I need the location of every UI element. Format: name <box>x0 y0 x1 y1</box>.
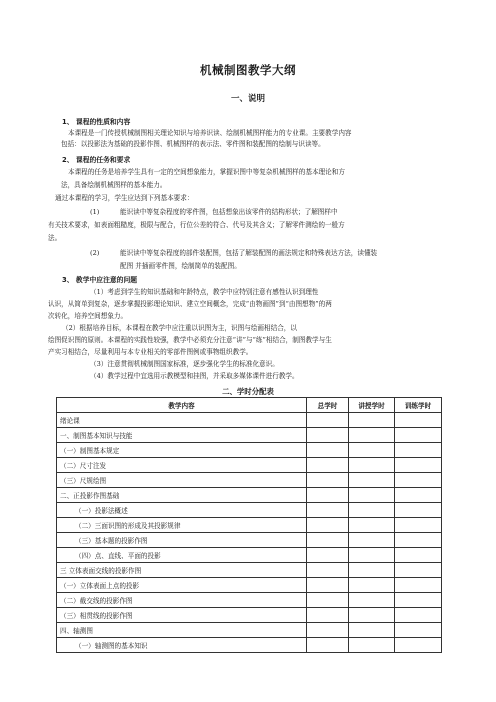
list-number: (1) <box>90 208 100 216</box>
paragraph-line: 法，具备绘制机械图样的基本能力。 <box>61 181 167 189</box>
paragraph-line: 绘图促识图的原则。本课程的实践性较强，教学中必须充分注意“讲”与“练”相结合，制图教学与生 <box>48 336 332 344</box>
table-cell <box>307 413 349 428</box>
paragraph-line: 能识读中等复杂程度的零件图，包括想象出该零件的结构形状；了解图样中 <box>120 208 338 216</box>
table-cell <box>307 638 349 653</box>
table-row <box>57 623 442 638</box>
table-row <box>57 593 442 608</box>
table-cell <box>349 533 395 548</box>
table-cell-content: （二）截交线的投影作图 <box>57 593 307 608</box>
table-cell <box>307 623 349 638</box>
table-cell <box>395 458 442 473</box>
paragraph-line: 本课程是一门传授机械制图相关理论知识与培养识读、绘制机械图样能力的专业课。主要教学内容 <box>68 129 352 137</box>
table-cell <box>307 533 349 548</box>
header-total-hours: 总学时 <box>307 398 349 413</box>
table-cell <box>349 578 395 593</box>
table-cell <box>349 593 395 608</box>
table-cell <box>395 503 442 518</box>
table-cell <box>307 608 349 623</box>
table-cell <box>395 518 442 533</box>
paragraph-line: 通过本课程的学习，学生应达到下列基本要求： <box>55 194 194 202</box>
table-cell <box>349 548 395 563</box>
section-heading-hours: 二、学时分配表 <box>222 387 274 396</box>
table-cell <box>395 548 442 563</box>
paragraph-line: （3）注意贯彻机械制图国家标准，逐步强化学生的标准化意识。 <box>90 360 279 368</box>
paragraph-line: 本课程的任务是培养学生具有一定的空间想象能力，掌握识图中等复杂机械图样的基本理论和方 <box>68 168 345 176</box>
table-cell <box>395 623 442 638</box>
hours-table <box>56 397 442 653</box>
table-cell <box>349 638 395 653</box>
table-cell-content: （一）投影法概述 <box>57 503 307 518</box>
table-cell <box>395 563 442 578</box>
paragraph-line: 配图 并插画零件图，绘制简单的装配图。 <box>120 262 241 270</box>
table-cell <box>395 533 442 548</box>
table-cell-content: 绪论课 <box>57 413 307 428</box>
section-heading-description: 一、说明 <box>230 94 265 104</box>
table-cell <box>307 563 349 578</box>
table-row <box>57 533 442 548</box>
table-cell <box>395 413 442 428</box>
table-cell-content: （一）制图基本规定 <box>57 443 307 458</box>
table-cell <box>349 563 395 578</box>
table-cell-content: （二）三面识图的形成及其投影规律 <box>57 518 307 533</box>
table-row <box>57 473 442 488</box>
table-row <box>57 413 442 428</box>
table-cell <box>307 548 349 563</box>
table-cell-content: 四、轴测图 <box>57 623 307 638</box>
document-title: 机械制图教学大纲 <box>200 63 296 77</box>
table-cell <box>307 518 349 533</box>
table-cell-content: （四）点、直线、平面的投影 <box>57 548 307 563</box>
table-row <box>57 458 442 473</box>
paragraph-line: 认识，从简单到复杂，逐步掌握投影理论知识、建立空间概念，完成“由物画图”到“由图想物”的两 <box>48 300 332 308</box>
table-cell <box>395 428 442 443</box>
table-cell <box>307 428 349 443</box>
paragraph-line: （1）考虑到学生的知识基础和年龄特点，教学中应特别注意有感性认识到理性 <box>90 288 319 296</box>
table-cell <box>395 593 442 608</box>
table-cell <box>395 608 442 623</box>
table-header-row <box>57 398 442 413</box>
table-cell <box>349 458 395 473</box>
table-row <box>57 638 442 653</box>
header-content: 教学内容 <box>57 398 307 413</box>
heading-course-nature: 1、 课程的性质和内容 <box>62 118 131 126</box>
paragraph-line: 有关技术要求，如表面粗糙度，极限与配合，行位公差的符合、代号及其含义；了解零件测绘的一般方 <box>48 221 345 229</box>
table-row <box>57 548 442 563</box>
table-cell <box>349 488 395 503</box>
table-row <box>57 428 442 443</box>
header-lecture-hours: 讲授学时 <box>349 398 395 413</box>
table-cell <box>307 443 349 458</box>
paragraph-line: 能识读中等复杂程度的部件装配图，包括了解装配图的画法规定和特殊表达方法，读懂装 <box>120 249 378 257</box>
table-cell <box>307 503 349 518</box>
table-cell <box>307 458 349 473</box>
table-cell <box>349 473 395 488</box>
paragraph-line: 产实习相结合，尽量利用与本专业相关的零部件图例或事物组织教学。 <box>48 348 253 356</box>
table-cell-content: 一、制图基本知识与技能 <box>57 428 307 443</box>
paragraph-line: （2）根据培养目标，本课程在教学中应注重以识图为主，识图与绘画相结合，以 <box>62 324 297 332</box>
table-row <box>57 578 442 593</box>
table-cell <box>395 473 442 488</box>
table-cell-content: （一）轴测图的基本知识 <box>57 638 307 653</box>
paragraph-line: （4）教学过程中宜选用示教模型和挂图，并采取多媒体课件进行教学。 <box>90 372 299 380</box>
heading-teaching-notes: 3、 教学中应注意的问题 <box>62 276 138 284</box>
table-cell-content: 三 立体表面交线的投影作图 <box>57 563 307 578</box>
paragraph-line: 法。 <box>48 234 62 242</box>
table-cell <box>349 428 395 443</box>
heading-course-task: 2、 课程的任务和要求 <box>62 156 131 164</box>
table-cell <box>307 578 349 593</box>
table-cell-content: 二、正投影作图基础 <box>57 488 307 503</box>
paragraph-line: 次转化，培养空间想象力。 <box>48 312 128 320</box>
table-cell <box>349 503 395 518</box>
table-cell <box>349 518 395 533</box>
table-cell-content: （一）立体表面上点的投影 <box>57 578 307 593</box>
table-row <box>57 443 442 458</box>
header-training-hours: 训练学时 <box>395 398 442 413</box>
table-row <box>57 563 442 578</box>
table-cell-content: （三）尺规绘图 <box>57 473 307 488</box>
table-row <box>57 503 442 518</box>
paragraph-line: 包括：以投影法为基础的投影作图、机械图样的表示法、零件图和装配图的绘制与识读等。 <box>61 140 325 148</box>
table-cell <box>349 608 395 623</box>
table-cell <box>349 413 395 428</box>
table-cell <box>395 578 442 593</box>
table-row <box>57 518 442 533</box>
table-row <box>57 608 442 623</box>
table-cell <box>307 593 349 608</box>
table-cell <box>349 623 395 638</box>
table-cell <box>307 473 349 488</box>
table-cell <box>307 488 349 503</box>
table-cell <box>349 443 395 458</box>
table-cell <box>395 443 442 458</box>
table-cell <box>395 488 442 503</box>
table-cell-content: （三）相贯线的投影作图 <box>57 608 307 623</box>
table-cell <box>395 638 442 653</box>
table-cell-content: （三）基本题的投影作图 <box>57 533 307 548</box>
table-row <box>57 488 442 503</box>
list-number: (2) <box>90 249 100 257</box>
table-cell-content: （二）尺寸注发 <box>57 458 307 473</box>
